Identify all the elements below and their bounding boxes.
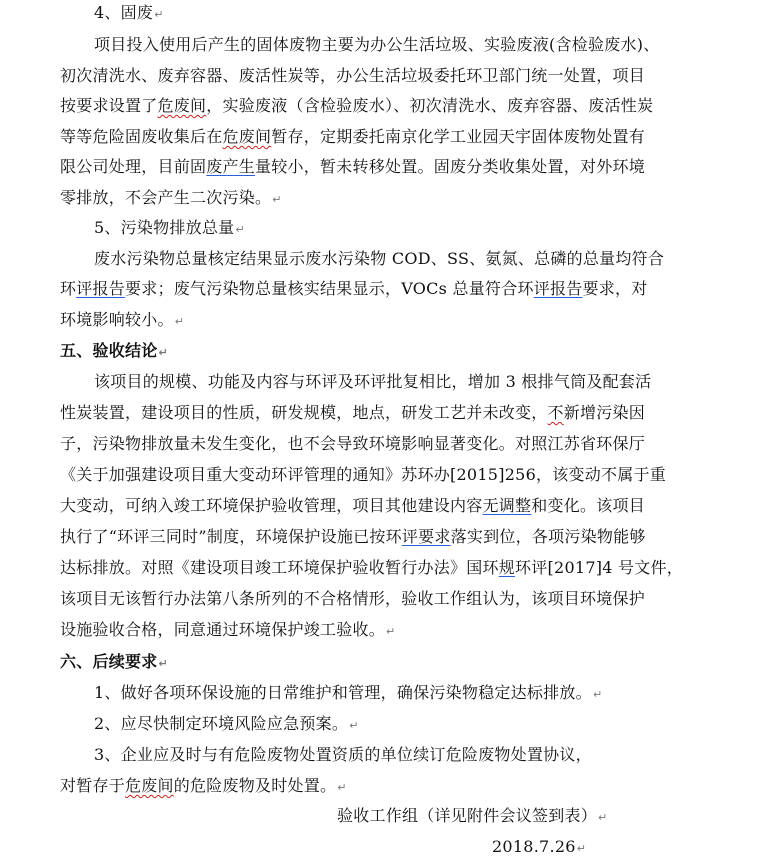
marked-text: 无调整 xyxy=(482,496,532,515)
text-segment: 初次清洗水、废弃容器、废活性炭等，办公生活垃圾委托环卫部门统一处置，项目 xyxy=(60,66,646,85)
text-line-r2 xyxy=(94,714,359,736)
paragraph-mark-icon: ↵ xyxy=(158,346,168,359)
text-segment: 执行了“环评三同时”制度，环境保护设施已按环 xyxy=(60,527,402,546)
text-line-c-p4 xyxy=(60,465,666,485)
text-segment: 2、应尽快制定环境风险应急预案。 xyxy=(94,714,349,733)
text-line-c-p5 xyxy=(60,496,645,516)
paragraph-mark-icon: ↵ xyxy=(386,625,396,638)
text-line-s4-title xyxy=(94,3,164,25)
text-segment: ，实验废液（含检验废水）、初次清洗水、废弃容器、废活性炭 xyxy=(206,96,654,115)
text-segment: 项目投入使用后产生的固体废物主要为办公生活垃圾、实验废液(含检验废水)、 xyxy=(94,35,660,54)
text-line-s5-title xyxy=(94,218,245,240)
text-segment: 验收工作组（详见附件会议签到表） xyxy=(337,806,598,825)
marked-text: 废产生 xyxy=(206,157,256,176)
text-segment: 5、污染物排放总量 xyxy=(94,218,235,237)
text-segment: 性炭装置，建设项目的性质，研发规模，地点，研发工艺并未改变， xyxy=(60,403,548,422)
paragraph-mark-icon: ↵ xyxy=(576,842,587,855)
text-line-s5-p3 xyxy=(60,310,184,332)
text-segment: 环 xyxy=(60,279,77,298)
text-line-c-p9 xyxy=(60,620,395,642)
text-line-r3b xyxy=(60,776,347,798)
text-line-s5-p2 xyxy=(60,279,648,299)
text-line-s4-p6 xyxy=(60,188,282,210)
marked-text: 评报告 xyxy=(76,279,126,298)
marked-text: 危废间 xyxy=(222,127,272,146)
marked-text: 危废间 xyxy=(125,776,174,795)
text-line-date xyxy=(492,837,586,859)
text-line-s4-p3 xyxy=(60,96,653,116)
paragraph-mark-icon: ↵ xyxy=(158,657,168,670)
text-segment: 1、做好各项环保设施的日常维护和管理，确保污染物稳定达标排放。 xyxy=(94,683,592,702)
text-segment: 环评[2017]4 号文件， xyxy=(515,558,684,577)
text-line-c-p6 xyxy=(60,527,646,547)
text-line-h6 xyxy=(60,652,168,674)
text-line-h5 xyxy=(60,341,168,363)
text-segment: 按要求设置了 xyxy=(60,96,158,115)
text-segment: 该项目的规模、功能及内容与环评及环评批复相比，增加 3 根排气筒及配套活 xyxy=(94,372,652,391)
marked-text: 不 xyxy=(547,403,564,422)
text-segment: 《关于加强建设项目重大变动环评管理的通知》苏环办[2015]256，该变动不属于重 xyxy=(60,465,666,484)
paragraph-mark-icon: ↵ xyxy=(272,193,282,206)
text-segment: 的危险废物及时处置。 xyxy=(173,776,337,795)
text-segment: 限公司处理，目前固 xyxy=(60,157,207,176)
text-segment: 落实到位，各项污染物能够 xyxy=(450,527,646,546)
text-segment: 和变化。该项目 xyxy=(531,496,646,515)
text-segment: 该项目无该暂行办法第八条所列的不合格情形，验收工作组认为，该项目环境保护 xyxy=(60,589,646,608)
text-line-r1 xyxy=(94,683,602,705)
text-segment: 设施验收合格，同意通过环境保护竣工验收。 xyxy=(60,620,386,639)
text-line-c-p1 xyxy=(94,372,651,392)
text-line-s4-p1 xyxy=(94,35,660,55)
text-segment: 大变动，可纳入竣工环境保护验收管理，项目其他建设内容 xyxy=(60,496,483,515)
text-segment: 量较小，暂未转移处置。固废分类收集处置，对外环境 xyxy=(255,157,646,176)
paragraph-mark-icon: ↵ xyxy=(598,811,608,824)
text-line-c-p8 xyxy=(60,589,645,609)
paragraph-mark-icon: ↵ xyxy=(349,719,359,732)
text-segment: 新增污染因 xyxy=(563,403,646,422)
text-line-s4-p4 xyxy=(60,127,645,147)
text-segment: 暂存，定期委托南京化学工业园天宇固体废物处置有 xyxy=(271,127,646,146)
marked-text: 评要求 xyxy=(401,527,451,546)
paragraph-mark-icon: ↵ xyxy=(235,223,245,236)
text-line-c-p2 xyxy=(60,403,645,423)
paragraph-mark-icon: ↵ xyxy=(337,781,347,794)
text-segment: 子，污染物排放量未发生变化，也不会导致环境影响显著变化。对照江苏省环保厅 xyxy=(60,434,646,453)
text-line-s4-p5 xyxy=(60,157,645,177)
paragraph-mark-icon: ↵ xyxy=(174,315,185,328)
marked-text: 规 xyxy=(498,558,516,577)
text-segment: 废水污染物总量核定结果显示废水污染物 COD、SS、氨氮、总磷的总量均符合 xyxy=(94,249,665,268)
text-segment: 2018.7.26 xyxy=(492,837,576,856)
text-line-c-p7 xyxy=(60,558,683,578)
text-segment: 对暂存于 xyxy=(60,776,126,795)
text-line-sign xyxy=(337,806,607,828)
text-line-r3 xyxy=(94,745,592,765)
marked-text: 危废间 xyxy=(157,96,207,115)
text-line-c-p3 xyxy=(60,434,645,454)
text-segment: 等等危险固废收集后在 xyxy=(60,127,223,146)
paragraph-mark-icon: ↵ xyxy=(592,688,603,701)
text-segment: 4、固废 xyxy=(94,3,154,22)
marked-text: 评报告 xyxy=(533,279,583,298)
text-segment: 零排放，不会产生二次污染。 xyxy=(60,188,272,207)
text-segment: 达标排放。对照《建设项目竣工环境保护验收暂行办法》国环 xyxy=(60,558,499,577)
text-segment: 3、企业应及时与有危险废物处置资质的单位续订危险废物处置协议， xyxy=(94,745,592,764)
paragraph-mark-icon: ↵ xyxy=(154,8,164,21)
text-segment: 五、验收结论 xyxy=(60,341,158,360)
text-line-s5-p1 xyxy=(94,249,664,269)
text-line-s4-p2 xyxy=(60,66,645,86)
text-segment: 六、后续要求 xyxy=(60,652,158,671)
text-segment: 环境影响较小。 xyxy=(60,310,174,329)
text-segment: 要求；废气污染物总量核实结果显示，VOCs 总量符合环 xyxy=(125,279,534,298)
text-segment: 要求，对 xyxy=(582,279,648,298)
